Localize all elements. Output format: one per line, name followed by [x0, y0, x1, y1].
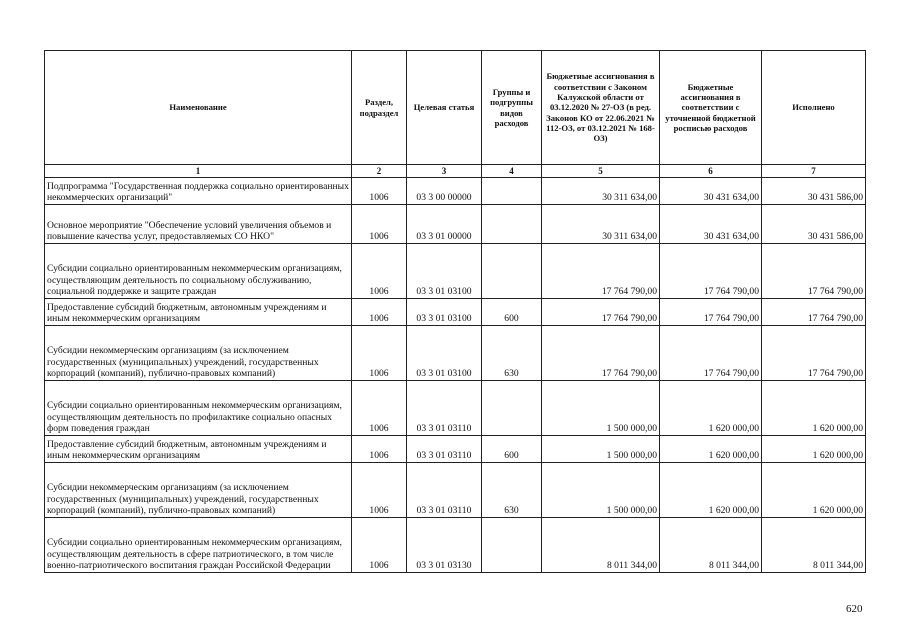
- header-budget-refined: Бюджетные ассигнования в соответствии с уточненной бюджетной росписью расходов: [660, 51, 762, 165]
- table-row: [45, 436, 866, 463]
- row-budget-law: 17 764 790,00: [542, 244, 660, 299]
- row-group: [482, 178, 542, 205]
- row-budget-refined: 30 431 634,00: [660, 205, 762, 244]
- row-target: 03 3 01 03130: [407, 518, 482, 573]
- row-group: 600: [482, 299, 542, 326]
- row-target: 03 3 01 03100: [407, 326, 482, 381]
- row-budget-law: 1 500 000,00: [542, 381, 660, 436]
- row-executed: 1 620 000,00: [762, 463, 866, 518]
- row-budget-law: 1 500 000,00: [542, 463, 660, 518]
- row-budget-refined: 17 764 790,00: [660, 244, 762, 299]
- header-executed: Исполнено: [762, 51, 866, 165]
- header-groups: Группы и подгруппы видов расходов: [482, 51, 542, 165]
- row-name: Предоставление субсидий бюджетным, автономным учреждениям и иным некоммерческим организациям: [45, 436, 352, 463]
- row-budget-refined: 1 620 000,00: [660, 463, 762, 518]
- table-row: [45, 205, 866, 244]
- row-budget-refined: 1 620 000,00: [660, 436, 762, 463]
- row-name: Предоставление субсидий бюджетным, автономным учреждениям и иным некоммерческим организациям: [45, 299, 352, 326]
- row-budget-law: 1 500 000,00: [542, 436, 660, 463]
- page-number: 620: [846, 603, 863, 615]
- table-row: [45, 299, 866, 326]
- row-executed: 1 620 000,00: [762, 436, 866, 463]
- column-number-row: [45, 165, 866, 178]
- column-number: 3: [407, 165, 482, 178]
- header-section: Раздел, подраздел: [352, 51, 407, 165]
- table-row: [45, 463, 866, 518]
- row-name: Основное мероприятие "Обеспечение условий увеличения объемов и повышение качества услуг, предоставляемых СО НКО": [45, 205, 352, 244]
- row-target: 03 3 01 00000: [407, 205, 482, 244]
- row-budget-refined: 30 431 634,00: [660, 178, 762, 205]
- table-row: [45, 518, 866, 573]
- row-budget-law: 17 764 790,00: [542, 299, 660, 326]
- row-budget-refined: 17 764 790,00: [660, 326, 762, 381]
- row-section: 1006: [352, 178, 407, 205]
- table-row: [45, 244, 866, 299]
- column-number: 2: [352, 165, 407, 178]
- row-name: Подпрограмма "Государственная поддержка социально ориентированных некоммерческих организаций": [45, 178, 352, 205]
- row-budget-refined: 8 011 344,00: [660, 518, 762, 573]
- row-budget-law: 8 011 344,00: [542, 518, 660, 573]
- row-group: [482, 381, 542, 436]
- row-executed: 17 764 790,00: [762, 244, 866, 299]
- header-target: Целевая статья: [407, 51, 482, 165]
- row-section: 1006: [352, 381, 407, 436]
- row-budget-law: 30 311 634,00: [542, 205, 660, 244]
- row-budget-refined: 1 620 000,00: [660, 381, 762, 436]
- row-executed: 30 431 586,00: [762, 178, 866, 205]
- table-row: [45, 381, 866, 436]
- row-section: 1006: [352, 463, 407, 518]
- row-section: 1006: [352, 244, 407, 299]
- row-section: 1006: [352, 299, 407, 326]
- row-section: 1006: [352, 436, 407, 463]
- row-executed: 1 620 000,00: [762, 381, 866, 436]
- table-row: [45, 326, 866, 381]
- row-section: 1006: [352, 205, 407, 244]
- column-number: 1: [45, 165, 352, 178]
- row-group: 630: [482, 326, 542, 381]
- row-name: Субсидии некоммерческим организациям (за исключением государственных (муниципальных) учреждений, государственных корпораций (компаний), публично-правовых компаний): [45, 463, 352, 518]
- row-name: Субсидии социально ориентированным некоммерческим организациям, осуществляющим деятельность в сфере патриотического, в том числе военно-патриотического воспитания граждан Российской Федерации: [45, 518, 352, 573]
- table-row: [45, 178, 866, 205]
- row-target: 03 3 01 03100: [407, 299, 482, 326]
- row-section: 1006: [352, 326, 407, 381]
- row-executed: 17 764 790,00: [762, 326, 866, 381]
- row-target: 03 3 00 00000: [407, 178, 482, 205]
- row-budget-law: 30 311 634,00: [542, 178, 660, 205]
- row-name: Субсидии социально ориентированным некоммерческим организациям, осуществляющим деятельность по профилактике социально опасных форм поведения граждан: [45, 381, 352, 436]
- row-group: [482, 244, 542, 299]
- budget-execution-table: [44, 50, 866, 573]
- row-target: 03 3 01 03110: [407, 463, 482, 518]
- row-budget-law: 17 764 790,00: [542, 326, 660, 381]
- row-executed: 8 011 344,00: [762, 518, 866, 573]
- row-group: 630: [482, 463, 542, 518]
- row-budget-refined: 17 764 790,00: [660, 299, 762, 326]
- row-group: [482, 518, 542, 573]
- row-target: 03 3 01 03110: [407, 436, 482, 463]
- column-number: 5: [542, 165, 660, 178]
- header-row: [45, 51, 866, 165]
- row-section: 1006: [352, 518, 407, 573]
- row-name: Субсидии некоммерческим организациям (за исключением государственных (муниципальных) учреждений, государственных корпораций (компаний), публично-правовых компаний): [45, 326, 352, 381]
- column-number: 7: [762, 165, 866, 178]
- row-name: Субсидии социально ориентированным некоммерческим организациям, осуществляющим деятельность по социальному обслуживанию, социальной поддержке и защите граждан: [45, 244, 352, 299]
- header-budget-law: Бюджетные ассигнования в соответствии с Законом Калужской области от 03.12.2020 № 27-ОЗ (в ред. Законов КО от 22.06.2021 № 112-ОЗ, от 03.12.2021 № 168-ОЗ): [542, 51, 660, 165]
- row-target: 03 3 01 03100: [407, 244, 482, 299]
- row-executed: 17 764 790,00: [762, 299, 866, 326]
- header-name: Наименование: [45, 51, 352, 165]
- column-number: 4: [482, 165, 542, 178]
- row-group: 600: [482, 436, 542, 463]
- row-group: [482, 205, 542, 244]
- row-executed: 30 431 586,00: [762, 205, 866, 244]
- column-number: 6: [660, 165, 762, 178]
- row-target: 03 3 01 03110: [407, 381, 482, 436]
